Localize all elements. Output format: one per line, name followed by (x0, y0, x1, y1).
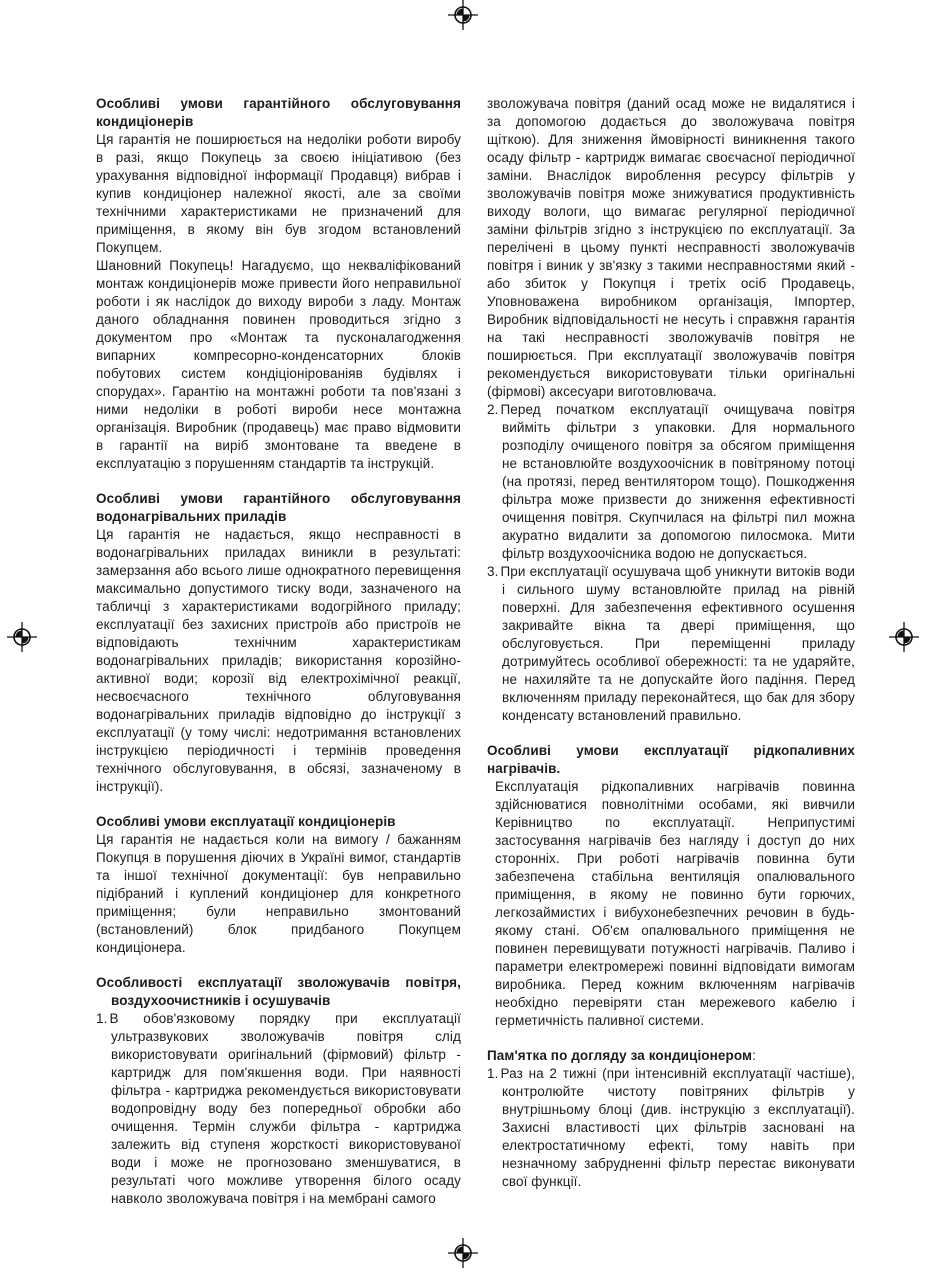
registration-mark-top-icon (447, 0, 479, 31)
left-column (96, 95, 461, 1208)
list-item-ultrasonic-humidifiers (96, 1010, 461, 1208)
paragraph-liquid-fuel-heaters: Експлуатація рідкопаливних нагрівачів повинна здійснюватися повнолітніми особами, які вивчили Керівництво по експлуатації. Неприпустимі застосування нагрівачів без нагляду і доступ до них сторонніх. При роботі нагрівачів повинна бути забезпечена стабільна вентиляція опалювального приміщення, в якому не повинно бути горючих, легкозаймистих і вибухонебезпечних речовин в будь-якому стані. Об'єм опалювального приміщення не повинен перевищувати потужності нагрівачів. Паливо і параметри електромережі повинні відповідати вимогам виробника. Перед кожним включенням нагрівачів необхідно перевіряти стан мережевого кабелю і герметичність паливної системи. (495, 779, 855, 1028)
registration-mark-bottom-icon (447, 1237, 479, 1269)
list-item-air-purifier (487, 401, 855, 563)
registration-mark-right-icon (888, 621, 920, 653)
heading-humidifiers-purifiers-dehumidifiers: Особливості експлуатації зволожувачів повітря, воздухоочистників і осушувачів (96, 975, 461, 1008)
heading-operation-air-conditioners: Особливі умови експлуатації кондиціонерів (96, 814, 396, 829)
heading-warranty-water-heaters: Особливі умови гарантійного обслуговування водонагрівальних приладів (96, 491, 461, 524)
list-item-text: В обов'язковому порядку при експлуатації ультразвукових зволожувачів повітря слід використовувати оригінальний (фірмовий) фільтр - картридж для пом'якшення води. При наявності фільтра - картриджа рекомендується використовувати водопровідну воду без попередньої обробки або очищення. Термін служби фільтра - картриджа залежить від ступеня жорсткості використовуваної води і може не прогнозовано зменшуватися, в результаті чого можливе утворення білого осаду навколо зволожувача повітря і на мембрані самого (109, 1011, 461, 1206)
list-item-dehumidifier (487, 563, 855, 725)
paragraph-water-heater-exclusions: Ця гарантія не надається, якщо несправності в водонагрівальних приладах виникли в результаті: замерзання або всього лише однократного перевищення максимально допустимого тиску води, зазначеного на табличці з характеристиками водогрійного приладу; експлуатації без захисних пристроїв або пристроїв не відповідають технічним характеристикам водонагрівальних приладів; використання корозійно-активної води; корозії від електрохімічної реакції, несвоєчасного технічного облуговування водонагрівальних приладів відповідно до інструкції з експлуатації (у тому числі: недотримання встановлених інструкцією періодичності і термінів проведення технічного обслуговування, в обсязі, зазначеному в інструкції). (96, 527, 461, 794)
list-item-ac-care (487, 1065, 855, 1191)
list-marker: 2. (487, 402, 499, 417)
list-marker: 1. (487, 1066, 499, 1081)
list-marker: 1. (96, 1011, 108, 1026)
heading-warranty-air-conditioners: Особливі умови гарантійного обслуговування кондиціонерів (96, 96, 461, 129)
right-column (487, 95, 855, 1191)
list-marker: 3. (487, 564, 499, 579)
paragraph-humidifier-continuation: зволожувача повітря (даний осад може не видалятися і за допомогою додається до зволожувача повітря щіткою). Для зниження ймовірності виникнення такого осаду фільтр - картридж вимагає своєчасної періодичної заміни. Внаслідок вироблення ресурсу фільтрів у зволожувачів повітря може знижуватися продуктивність виходу вологи, що вимагає регулярної періодичної заміни фільтрів згідно з інструкцією по експлуатації. За перелічені в цьому пункті несправності зволожувачів повітря і виник у зв'язку з такими несправностями який - або збиток у Покупця і третіх осіб Продавець, Уповноважена виробником організація, Імпортер, Виробник відповідальності не несуть і справжня гарантія на такі несправності зволожувачів повітря не поширюється. При експлуатації зволожувачів повітря рекомендується використовувати тільки оригінальні (фірмові) аксесуари виготовлювача. (487, 96, 855, 399)
paragraph-warranty-not-cover: Ця гарантія не поширюється на недоліки роботи виробу в разі, якщо Покупець за своєю ініціативою (без урахування відповідної інформації Продавця) вибрав і купив кондиціонер належної якості, але за своїми технічними характеристиками не призначений для приміщення, в якому він був згодом встановлений Покупцем. (96, 132, 461, 255)
heading-liquid-fuel-heaters: Особливі умови експлуатації рідкопаливних нагрівачів. (487, 743, 855, 776)
list-item-text: При експлуатації осушувача щоб уникнути витоків води і сильного шуму встановлюйте прилад на рівній поверхні. Для забезпечення ефективного осушення закривайте вікна та двері приміщення, що обслуговується. При переміщенні приладу дотримуйтесь особливої обережності: та не ударяйте, не нахиляйте та не допускайте його падіння. Перед включенням приладу переконайтеся, що бак для збору конденсату встановлений правильно. (500, 564, 855, 723)
paragraph-operation-exclusions: Ця гарантія не надається коли на вимогу / бажанням Покупця в порушення діючих в Україні вимог, стандартів та іншої технічної документації: був неправильно підібраний і куплений кондиціонер для конкретного приміщення; були неправильно змонтований (встановлений) блок придбаного Покупцем кондиціонера. (96, 832, 461, 955)
registration-mark-left-icon (6, 621, 38, 653)
paragraph-installation-notice: Шановний Покупець! Нагадуємо, що некваліфікований монтаж кондиціонерів може привести його неправильної роботи і як наслідок до виходу вироби з ладу. Монтаж даного обладнання повинен проводиться згідно з документом про «Монтаж та пусконалагодження випарних компресорно-конденсаторних блоків побутових систем кондіціонірованіяв будівлях і спорудах». Гарантію на монтажні роботи та пов'язані з ними недоліки в роботі вироби несе монтажна організація. Виробник (продавець) має право відмовити в гарантії на виріб змонтоване та введене в експлуатацію з порушенням стандартів та інструкцій. (96, 258, 461, 471)
list-item-text: Перед початком експлуатації очищувача повітря вийміть фільтри з упаковки. Для нормального розподілу очищеного повітря за обсягом приміщення не встановлюйте воздухоочісник в повітряному потоці (на протязі, перед вентилятором тощо). Пошкодження фільтра може призвести до зниження ефективності очищення повітря. Скупчилася на фільтрі пил можна акуратно видалити за допомогою пилосмока. Мити фільтр воздухоочісника водою не допускається. (500, 402, 855, 561)
list-item-text: Раз на 2 тижні (при інтенсивній експлуатації частіше), контролюйте чистоту повітряних фільтрів у внутрішньому блоці (див. інструкцію з експлуатації). Захисні властивості цих фільтрів засновані на електростатичному ефекті, тому навіть при незначному забрудненні фільтр перестає виконувати свої функції. (500, 1066, 855, 1189)
heading-ac-care-memo-colon: : (752, 1048, 756, 1063)
heading-ac-care-memo (487, 1047, 855, 1065)
heading-ac-care-memo-text: Пам'ятка по догляду за кондиціонером (487, 1048, 753, 1063)
